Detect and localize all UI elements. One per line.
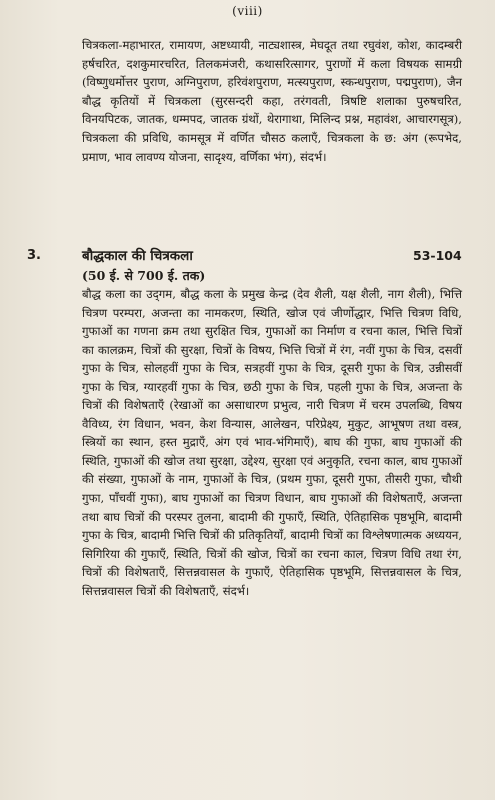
- section-title: बौद्धकाल की चित्रकला: [82, 248, 193, 264]
- section-body: बौद्ध कला का उद्‌गम, बौद्ध कला के प्रमुख केन्द्र (देव शैली, यक्ष शैली, नाग शैली), भित्ति चित्रण परम्परा, अजन्ता का नामकरण, स्थिति, खोज एवं जीर्णोद्धार, भित्ति चित्रण विधि, गुफाओं का गणना क्रम तथा सुरक्षित चित्र, गुफाओं का निर्माण व रचना काल, भित्ति चित्रों का कालक्रम, चित्रों की सुरक्षा, चित्रों के विषय, भित्ति चित्रों में रंग, नवीं गुफा के चित्र, दसवीं गुफा के चित्र, सोलहवीं गुफा के चित्र, सत्रहवीं गुफा के चित्र, दूसरी गुफा के चित्र, उन्नीसवीं गुफा के चित्र, ग्यारहवीं गुफा के चित्र, छठी गुफा के चित्र, पहली गुफा के चित्र, अजन्ता के चित्रों की विशेषताएँ (रेखाओं का असाधारण प्रभुत्व, नारी चित्रण में चरम उपलब्धि, विषय वैविध्य, रंग विधान, भवन, केश विन्यास, आलेखन, परिप्रेक्ष्य, मुकुट, आभूषण तथा वस्त्र, स्त्रियों का स्थान, हस्त मुद्राएँ, अंग एवं भाव-भंगिमाएँ), बाघ की गुफा, बाघ गुफाओं की स्थिति, गुफाओं की खोज तथा सुरक्षा, उद्देश्य, सुरक्षा एवं अनुकृति, रचना काल, बाघ गुफाओं की संख्या, गुफाओं के नाम, गुफाओं के चित्र, (प्रथम गुफा, दूसरी गुफा, तीसरी गुफा, चौथी गुफा, पाँचवीं गुफा), बाघ गुफाओं का चित्रण विधान, बाघ गुफाओं की विशेषताएँ, अजन्ता तथा बाघ चित्रों की परस्पर तुलना, बादामी की गुफाएँ, स्थिति, ऐतिहासिक पृष्ठभूमि, बादामी गुफा के चित्र, बादामी भित्ति चित्रों की प्रतिकृतियाँ, बादामी चित्रों का विश्लेषणात्मक अध्ययन, सिगिरिया की गुफाएँ, स्थिति, चित्रों की खोज, चित्रों का रचना काल, चित्रण विधि तथा रंग, चित्रों की विशेषताएँ, सित्तन्नवासल के गुफाएँ, ऐतिहासिक पृष्ठभूमि, सित्तन्नवासल के चित्र, सित्तन्नवासल चित्रों की विशेषताएँ, संदर्भ।: [82, 287, 462, 598]
- section-page-range: 53-104: [413, 248, 462, 263]
- page-number: (viii): [232, 4, 263, 18]
- intro-paragraph: चित्रकला-महाभारत, रामायण, अष्टध्यायी, नाट्यशास्त्र, मेघदूत तथा रघुवंश, कोश, कादम्बरी हर्षचरित, दशकुमारचरित, तिलकमंजरी, कथासरित्सागर, पुराणों में कला विषयक सामग्री (विष्णुधर्मोत्तर पुराण, अग्निपुराण, हरिवंशपुराण, मत्स्यपुराण, स्कन्धपुराण, पद्मपुराण), जैन बौद्ध कृतियों में चित्रकला (सुरसन्दरी कहा, तरंगवती, त्रिषष्टि शलाका पुरुषचरित, विनयपिटक, जातक, धम्मपद, जातक ग्रंथों, थेरागाथा, मिलिन्द प्रश्न, महावंश, आचारगसूत्र), चित्रकला की प्रविधि, कामसूत्र में वर्णित चौसठ कलाएँ, चित्रकला के छ: अंग (रूपभेद, प्रमाण, भाव लावण्य योजना, सादृश्य, वर्णिका भंग), संदर्भ।: [82, 38, 462, 164]
- section-number: 3.: [27, 248, 41, 263]
- section-subtitle: (50 ई. से 700 ई. तक): [82, 268, 206, 283]
